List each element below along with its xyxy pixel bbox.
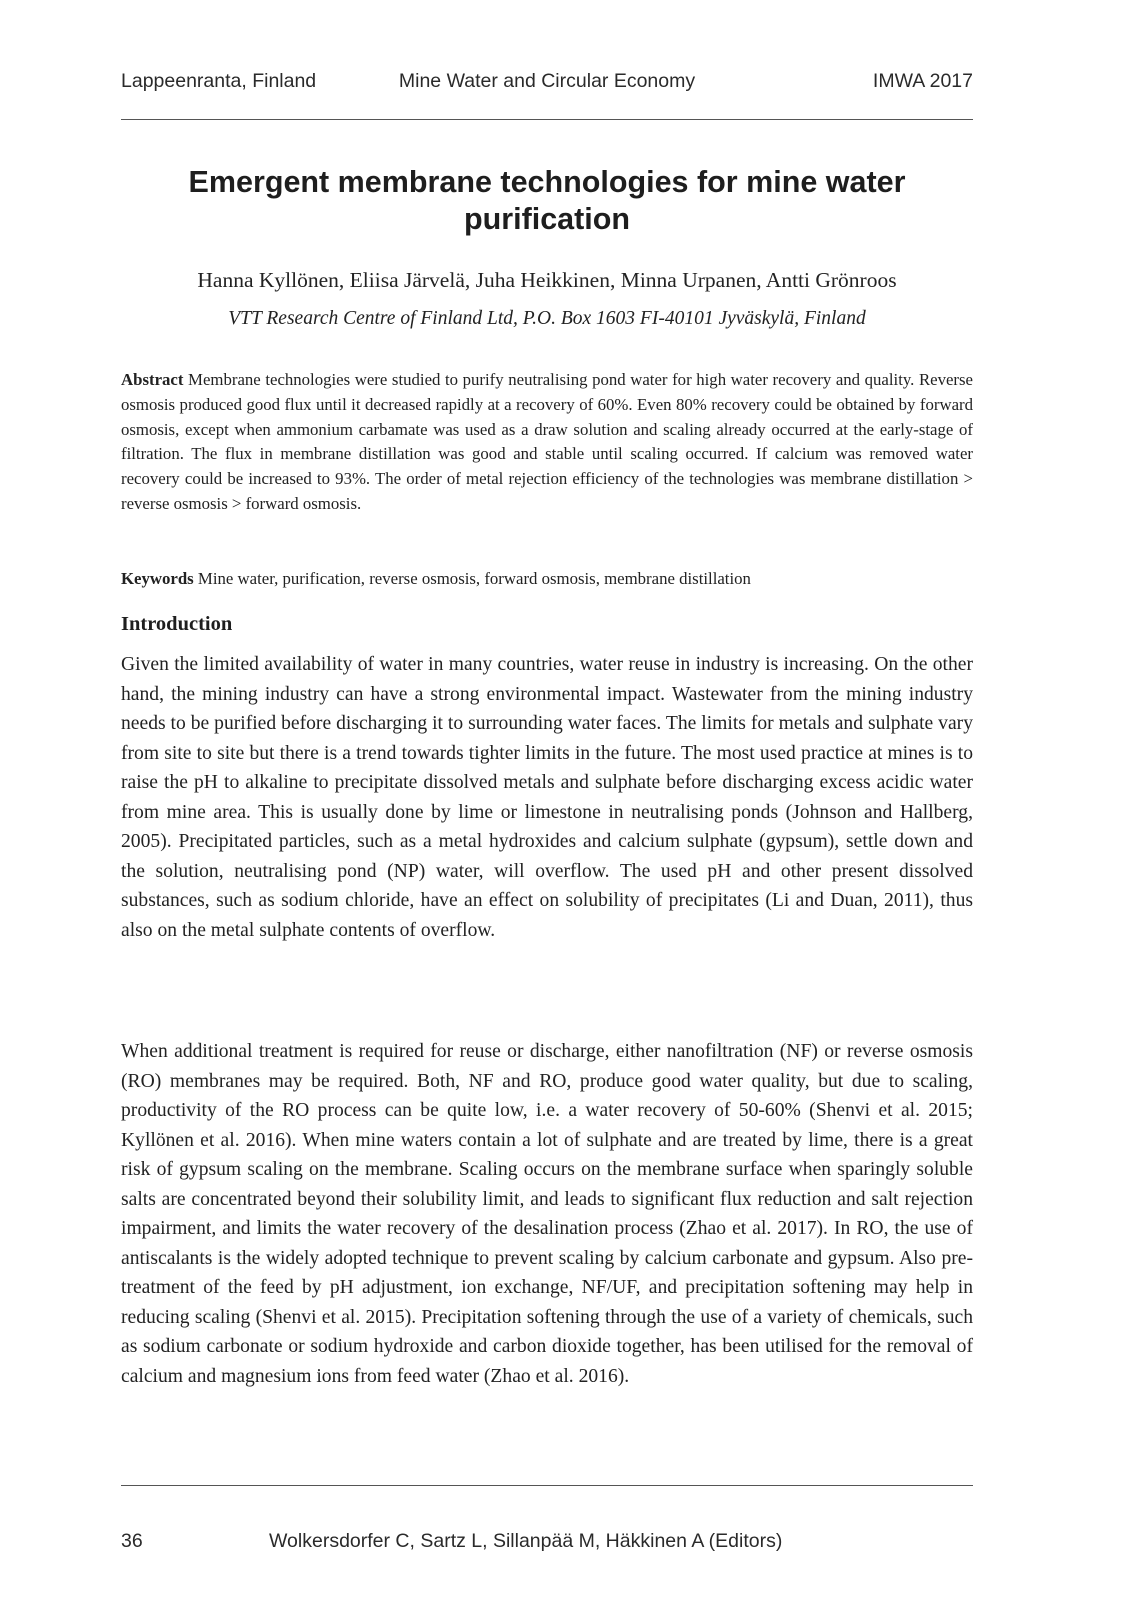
running-header bbox=[121, 70, 973, 100]
affiliation: VTT Research Centre of Finland Ltd, P.O. Box 1603 FI-40101 Jyväskylä, Finland bbox=[228, 308, 866, 329]
editors-credit: Wolkersdorfer C, Sartz L, Sillanpää M, Häkkinen A (Editors) bbox=[269, 1530, 783, 1552]
body-paragraph: When additional treatment is required for reuse or discharge, either nanofiltration (NF) or reverse osmosis (RO) membranes may be required. Both, NF and RO, produce good water quality, but due to scaling, productivity of the RO process can be quite low, i.e. a water recovery of 50-60% (Shenvi et al. 2015; Kyllönen et al. 2016). When mine waters contain a lot of sulphate and are treated by lime, there is a great risk of gypsum scaling on the membrane. Scaling occurs on the membrane surface when sparingly soluble salts are concentrated beyond their solubility limit, and leads to significant flux reduction and salt rejection impairment, and limits the water recovery of the desalination process (Zhao et al. 2017). In RO, the use of antiscalants is the widely adopted technique to prevent scaling by calcium carbonate and gypsum. Also pre-treatment of the feed by pH adjustment, ion exchange, NF/UF, and precipitation softening may help in reducing scaling (Shenvi et al. 2015). Precipitation softening through the use of a variety of chemicals, such as sodium carbonate or sodium hydroxide and carbon dioxide together, has been utilised for the removal of calcium and magnesium ions from feed water (Zhao et al. 2016). bbox=[121, 1041, 973, 1387]
header-conference: IMWA 2017 bbox=[872, 70, 973, 92]
abstract bbox=[121, 368, 973, 517]
keywords-text: Mine water, purification, reverse osmosis, forward osmosis, membrane distillation bbox=[197, 569, 751, 588]
header-conference-theme: Mine Water and Circular Economy bbox=[398, 70, 696, 92]
footer-divider bbox=[121, 1485, 973, 1486]
paper-title: Emergent membrane technologies for mine water purification bbox=[188, 165, 906, 236]
body-paragraph: Given the limited availability of water in many countries, water reuse in industry is increasing. On the other hand, the mining industry can have a strong environmental impact. Wastewater from the mining industry needs to be purified before discharging it to surrounding water faces. The limits for metals and sulphate vary from site to site but there is a trend towards tighter limits in the future. The most used practice at mines is to raise the pH to alkaline to precipitate dissolved metals and sulphate before discharging excess acidic water from mine area. This is usually done by lime or limestone in neutralising ponds (Johnson and Hallberg, 2005). Precipitated particles, such as a metal hydroxides and calcium sulphate (gypsum), settle down and the solution, neutralising pond (NP) water, will overflow. The used pH and other present dissolved substances, such as sodium chloride, have an effect on solubility of precipitates (Li and Duan, 2011), thus also on the metal sulphate contents of overflow. bbox=[121, 654, 973, 941]
keywords-label: Keywords bbox=[121, 569, 194, 588]
header-location: Lappeenranta, Finland bbox=[121, 70, 317, 92]
section-heading-introduction: Introduction bbox=[121, 613, 233, 635]
page-number: 36 bbox=[121, 1530, 143, 1552]
abstract-text: Membrane technologies were studied to purify neutralising pond water for high water recovery and quality. Reverse osmosis produced good flux until it decreased rapidly at a recovery of 60%. Even 80% recovery could be obtained by forward osmosis, except when ammonium carbamate was used as a draw solution and scaling already occurred at the early-stage of filtration. The flux in membrane distillation was good and stable until scaling occurred. If calcium was removed water recovery could be increased to 93%. The order of metal rejection efficiency of the technologies was membrane distillation > reverse osmosis > forward osmosis. bbox=[121, 370, 973, 513]
header-divider bbox=[121, 119, 973, 120]
author-list: Hanna Kyllönen, Eliisa Järvelä, Juha Heikkinen, Minna Urpanen, Antti Grönroos bbox=[197, 268, 897, 292]
keywords bbox=[121, 567, 973, 592]
abstract-label: Abstract bbox=[121, 370, 184, 389]
